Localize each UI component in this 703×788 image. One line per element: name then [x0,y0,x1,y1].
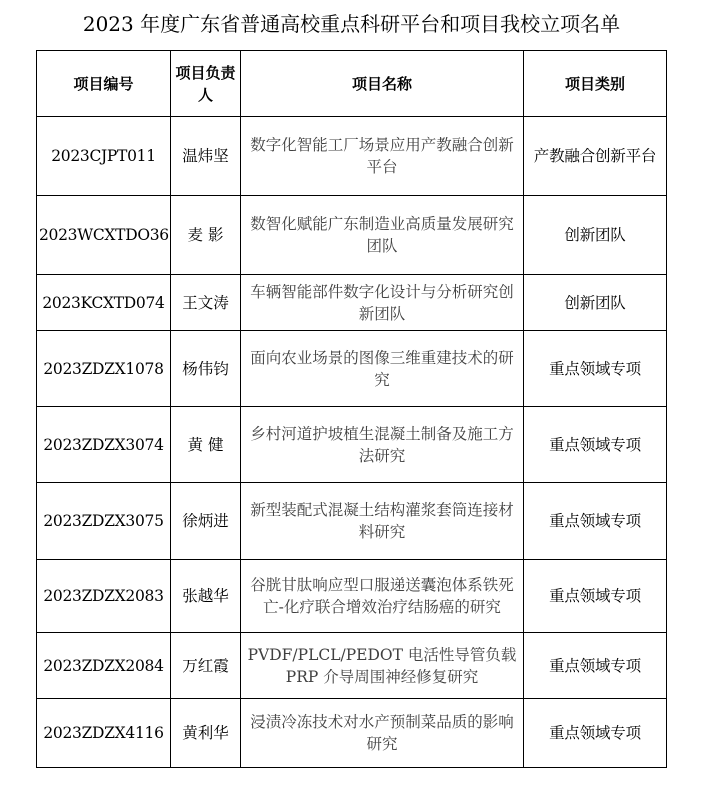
project-category: 重点领域专项 [524,331,667,407]
project-name: 数字化智能工厂场景应用产教融合创新平台 [241,117,524,196]
header-project-category: 项目类别 [524,51,667,117]
project-code: 2023ZDZX3074 [37,407,171,483]
project-code: 2023ZDZX1078 [37,331,171,407]
table-row [37,275,667,331]
project-category: 创新团队 [524,275,667,331]
project-code: 2023ZDZX3075 [37,483,171,560]
project-category: 重点领域专项 [524,633,667,699]
table-row [37,407,667,483]
project-code: 2023CJPT011 [37,117,171,196]
table-row [37,633,667,699]
table-row [37,560,667,633]
table-header-row [37,51,667,117]
project-name: 新型装配式混凝土结构灌浆套筒连接材料研究 [241,483,524,560]
project-name: PVDF/PLCL/PEDOT 电活性导管负载 PRP 介导周围神经修复研究 [241,633,524,699]
header-project-name: 项目名称 [241,51,524,117]
project-leader: 徐炳进 [171,483,241,560]
project-leader: 杨伟钧 [171,331,241,407]
project-category: 产教融合创新平台 [524,117,667,196]
project-leader: 麦 影 [171,196,241,275]
project-table [36,50,667,768]
project-name: 浸渍冷冻技术对水产预制菜品质的影响研究 [241,699,524,768]
project-name: 面向农业场景的图像三维重建技术的研究 [241,331,524,407]
project-leader: 黄利华 [171,699,241,768]
project-name: 谷胱甘肽响应型口服递送囊泡体系铁死亡-化疗联合增效治疗结肠癌的研究 [241,560,524,633]
project-leader: 张越华 [171,560,241,633]
project-name: 乡村河道护坡植生混凝土制备及施工方法研究 [241,407,524,483]
project-category: 重点领域专项 [524,407,667,483]
project-category: 重点领域专项 [524,483,667,560]
table-row [37,483,667,560]
project-leader: 黄 健 [171,407,241,483]
project-leader: 温炜坚 [171,117,241,196]
header-project-leader: 项目负责人 [171,51,241,117]
project-code: 2023WCXTDO36 [37,196,171,275]
project-leader: 万红霞 [171,633,241,699]
header-project-code: 项目编号 [37,51,171,117]
page-title: 2023 年度广东省普通高校重点科研平台和项目我校立项名单 [82,12,621,36]
project-code: 2023ZDZX2083 [37,560,171,633]
project-name: 数智化赋能广东制造业高质量发展研究团队 [241,196,524,275]
table-row [37,331,667,407]
project-name: 车辆智能部件数字化设计与分析研究创新团队 [241,275,524,331]
project-category: 重点领域专项 [524,560,667,633]
table-row [37,699,667,768]
project-category: 创新团队 [524,196,667,275]
table-row [37,117,667,196]
table-row [37,196,667,275]
project-category: 重点领域专项 [524,699,667,768]
project-code: 2023ZDZX2084 [37,633,171,699]
project-code: 2023KCXTD074 [37,275,171,331]
project-code: 2023ZDZX4116 [37,699,171,768]
project-leader: 王文涛 [171,275,241,331]
